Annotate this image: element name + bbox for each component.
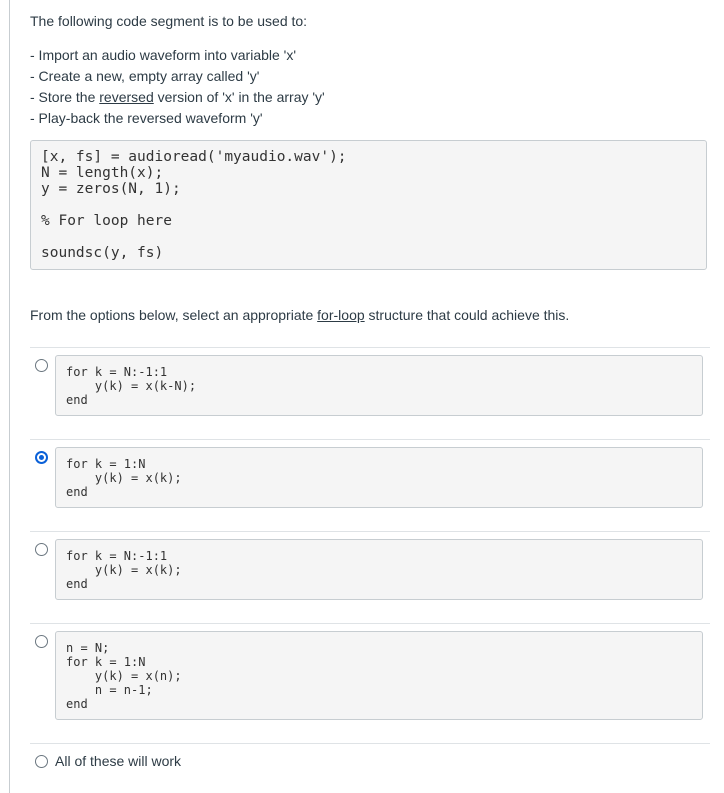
option-divider (30, 623, 710, 624)
option-1-code: for k = N:-1:1 y(k) = x(k-N); end (55, 355, 703, 416)
option-4-code: n = N; for k = 1:N y(k) = x(n); n = n-1; end (55, 631, 703, 720)
task-item: - Import an audio waveform into variable 'x' (30, 47, 297, 63)
option-1-radio[interactable] (35, 359, 48, 372)
left-border (9, 0, 10, 793)
task-item: - Play-back the reversed waveform 'y' (30, 110, 263, 126)
option-3-code: for k = N:-1:1 y(k) = x(k); end (55, 539, 703, 600)
task-list (30, 45, 325, 129)
emphasis-for-loop: for-loop (317, 307, 365, 323)
code-line: N = length(x); (41, 165, 164, 181)
emphasis-reversed: reversed (99, 89, 154, 105)
task-item: - Store the reversed version of 'x' in the array 'y' (30, 89, 325, 105)
option-divider (30, 347, 710, 348)
option-5-label[interactable]: All of these will work (55, 753, 182, 769)
option-2-radio[interactable] (35, 451, 48, 464)
option-5-radio[interactable] (35, 755, 48, 768)
code-line: soundsc(y, fs) (41, 245, 164, 261)
code-line: y = zeros(N, 1); (41, 181, 181, 197)
option-divider (30, 531, 710, 532)
option-4-radio[interactable] (35, 635, 48, 648)
task-item: - Create a new, empty array called 'y' (30, 68, 260, 84)
code-line: [x, fs] = audioread('myaudio.wav'); (41, 149, 347, 165)
option-3-radio[interactable] (35, 543, 48, 556)
option-divider (30, 439, 710, 440)
intro-text: The following code segment is to be used to: (30, 13, 308, 29)
question-text: From the options below, select an appropriate for-loop structure that could achieve this. (30, 307, 570, 323)
option-divider (30, 743, 710, 744)
code-line: % For loop here (41, 213, 172, 229)
code-block (30, 140, 707, 270)
option-2-code: for k = 1:N y(k) = x(k); end (55, 447, 703, 508)
